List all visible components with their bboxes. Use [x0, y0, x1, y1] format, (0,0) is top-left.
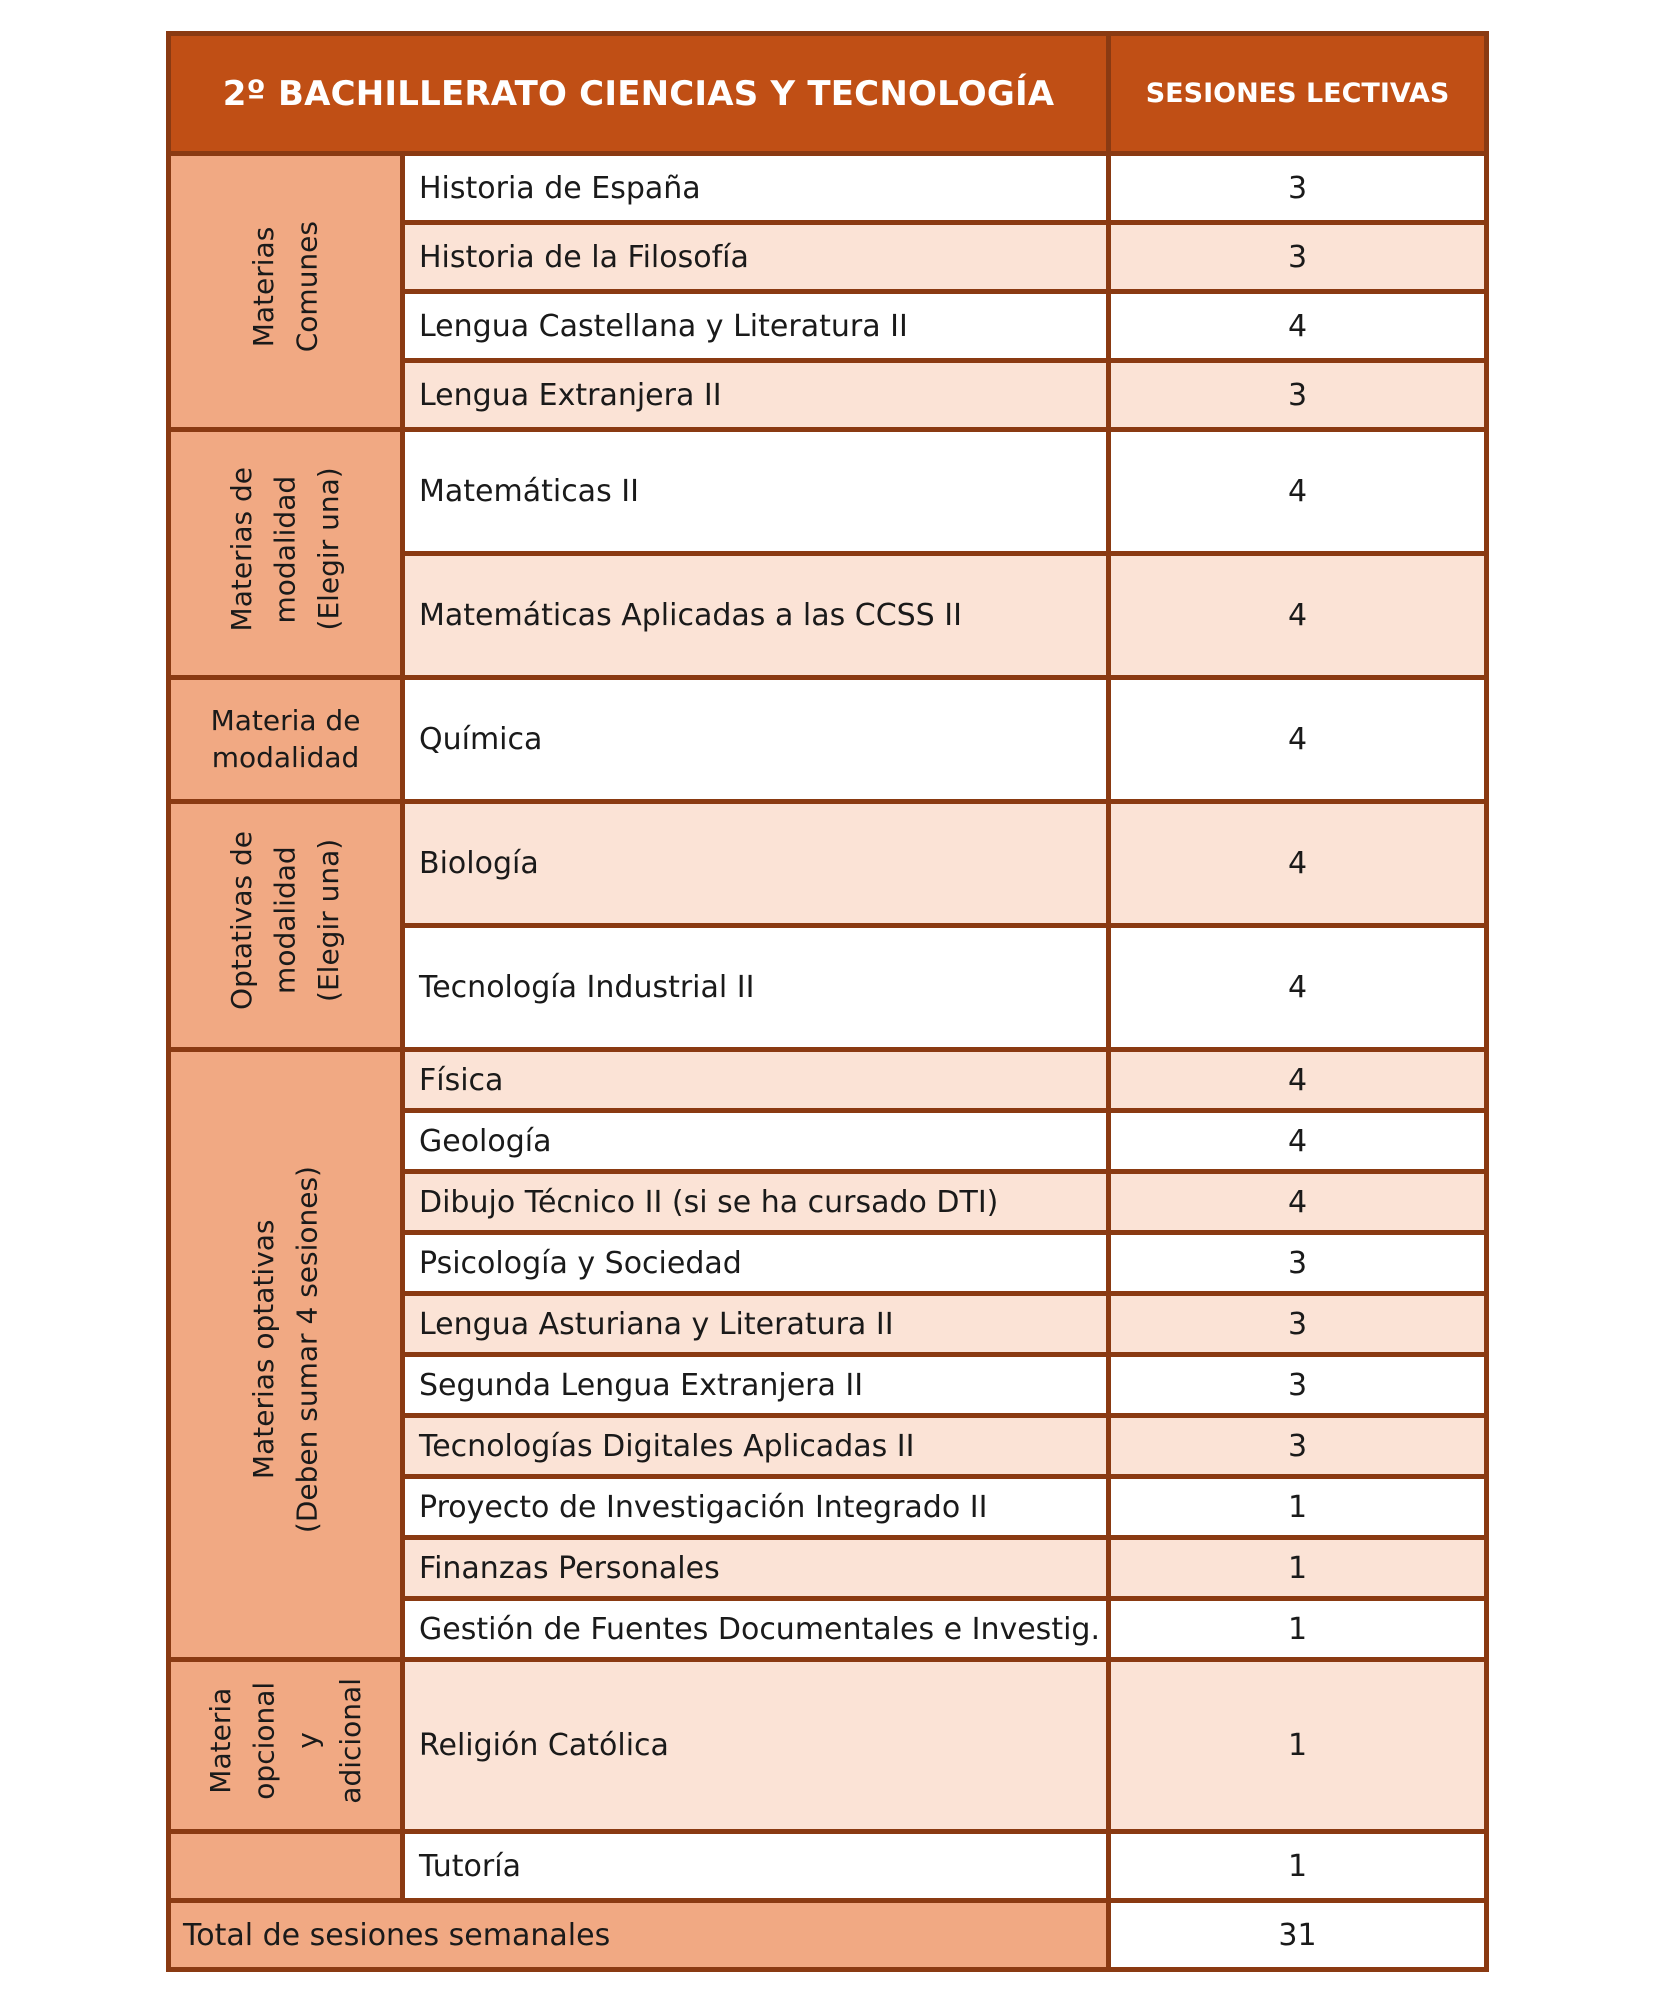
table-title: 2º BACHILLERATO CIENCIAS Y TECNOLOGÍA: [169, 34, 1109, 154]
sessions-cell: 4: [1109, 1050, 1487, 1111]
sessions-cell: 4: [1109, 430, 1487, 554]
group-materias-optativas: Materias optativas (Deben sumar 4 sesiones): [169, 1050, 403, 1660]
sessions-column-header: SESIONES LECTIVAS: [1109, 34, 1487, 154]
subject-cell: Tecnología Industrial II: [403, 926, 1109, 1050]
group-empty: [169, 1832, 403, 1901]
subject-cell: Biología: [403, 802, 1109, 926]
subject-cell: Tecnologías Digitales Aplicadas II: [403, 1416, 1109, 1477]
sessions-cell: 3: [1109, 1294, 1487, 1355]
subject-cell: Lengua Extranjera II: [403, 361, 1109, 430]
table-row: [169, 678, 1487, 802]
table-row: [169, 802, 1487, 926]
subject-cell: Religión Católica: [403, 1660, 1109, 1832]
subject-cell: Finanzas Personales: [403, 1538, 1109, 1599]
group-materia-modalidad: Materia de modalidad: [169, 678, 403, 802]
table-row: [169, 1660, 1487, 1832]
subject-cell: Proyecto de Investigación Integrado II: [403, 1477, 1109, 1538]
table-row: [169, 430, 1487, 554]
subject-cell: Lengua Castellana y Literatura II: [403, 292, 1109, 361]
sessions-cell: 4: [1109, 554, 1487, 678]
subject-cell: Matemáticas Aplicadas a las CCSS II: [403, 554, 1109, 678]
sessions-cell: 3: [1109, 1233, 1487, 1294]
sessions-cell: 4: [1109, 802, 1487, 926]
total-label: Total de sesiones semanales: [169, 1901, 1109, 1970]
group-materias-comunes: Materias Comunes: [169, 154, 403, 430]
total-value: 31: [1109, 1901, 1487, 1970]
header-row: [169, 34, 1487, 154]
sessions-cell: 4: [1109, 1172, 1487, 1233]
table-row: [169, 154, 1487, 223]
sessions-cell: 4: [1109, 678, 1487, 802]
subject-cell: Historia de España: [403, 154, 1109, 223]
sessions-cell: 1: [1109, 1538, 1487, 1599]
sessions-cell: 1: [1109, 1832, 1487, 1901]
subject-cell: Química: [403, 678, 1109, 802]
sessions-cell: 4: [1109, 926, 1487, 1050]
subject-cell: Física: [403, 1050, 1109, 1111]
sessions-cell: 3: [1109, 1355, 1487, 1416]
subject-cell: Geología: [403, 1111, 1109, 1172]
sessions-cell: 3: [1109, 223, 1487, 292]
sessions-cell: 4: [1109, 292, 1487, 361]
table-row: [169, 1050, 1487, 1111]
subject-cell: Gestión de Fuentes Documentales e Investig.: [403, 1599, 1109, 1660]
sessions-cell: 1: [1109, 1477, 1487, 1538]
subject-cell: Segunda Lengua Extranjera II: [403, 1355, 1109, 1416]
subject-cell: Matemáticas II: [403, 430, 1109, 554]
sessions-cell: 3: [1109, 361, 1487, 430]
sessions-cell: 1: [1109, 1660, 1487, 1832]
subject-cell: Lengua Asturiana y Literatura II: [403, 1294, 1109, 1355]
sessions-cell: 1: [1109, 1599, 1487, 1660]
sessions-cell: 4: [1109, 1111, 1487, 1172]
total-row: [169, 1901, 1487, 1970]
schedule-table: [166, 31, 1489, 1972]
sessions-cell: 3: [1109, 154, 1487, 223]
table-row: [169, 1832, 1487, 1901]
subject-cell: Tutoría: [403, 1832, 1109, 1901]
subject-cell: Psicología y Sociedad: [403, 1233, 1109, 1294]
subject-cell: Dibujo Técnico II (si se ha cursado DTI): [403, 1172, 1109, 1233]
sessions-cell: 3: [1109, 1416, 1487, 1477]
group-materias-modalidad-elegir: Materias de modalidad (Elegir una): [169, 430, 403, 678]
subject-cell: Historia de la Filosofía: [403, 223, 1109, 292]
group-materia-opcional: Materia opcional y adicional: [169, 1660, 403, 1832]
group-optativas-modalidad: Optativas de modalidad (Elegir una): [169, 802, 403, 1050]
